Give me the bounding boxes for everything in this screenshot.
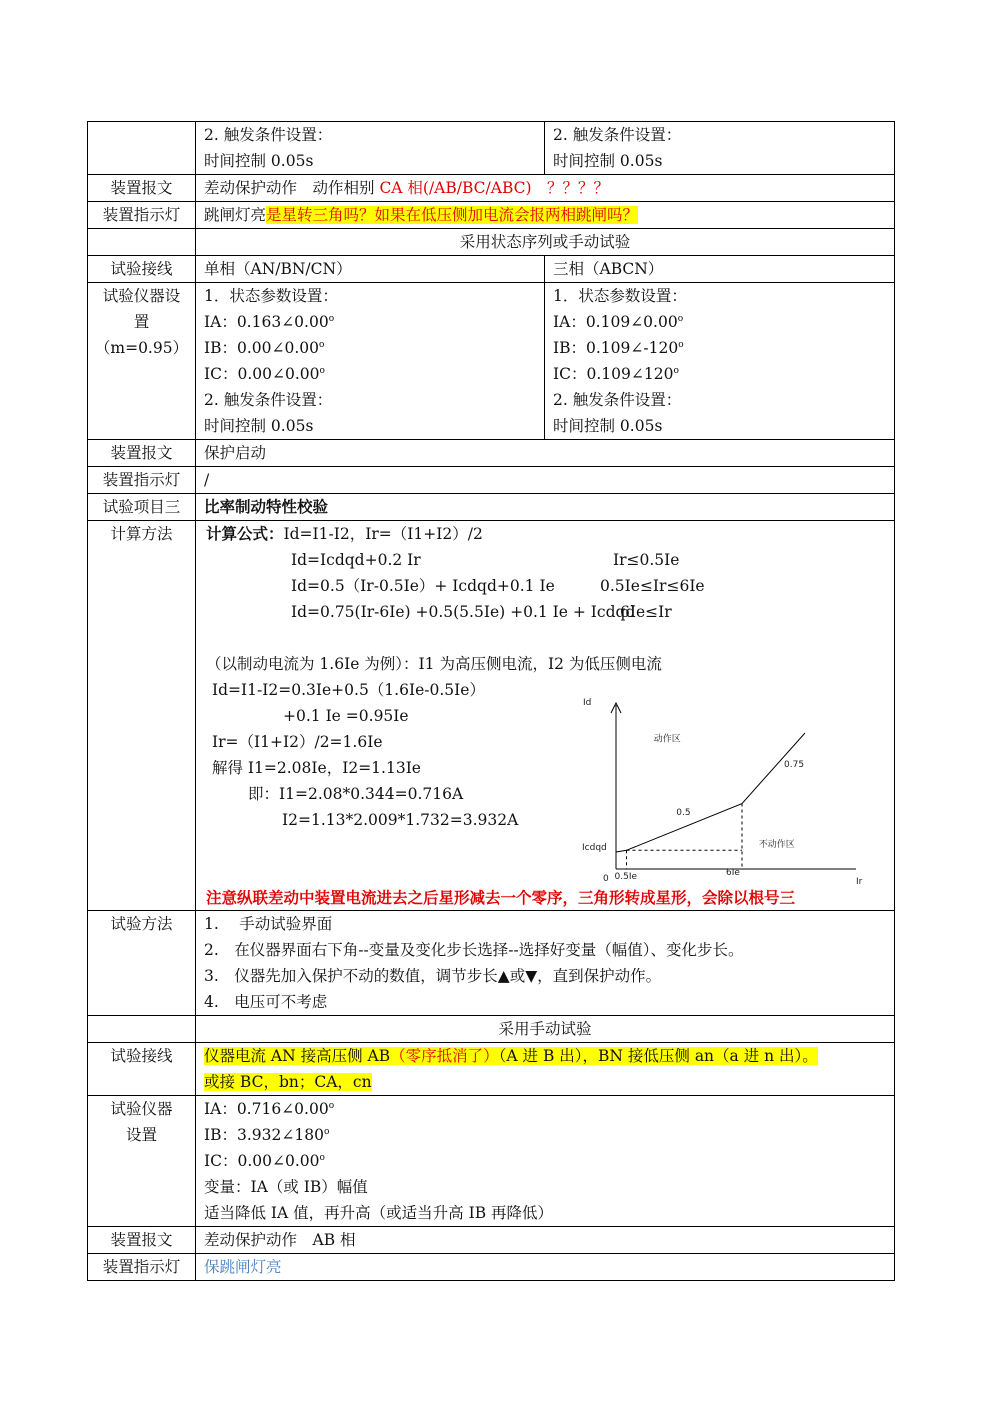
note-warning: 注意纵联差动中装置电流进去之后星形减去一个零序，三角形转成星形，会除以根号三 (206, 888, 796, 907)
method-step: 3. 仪器先加入保护不动的数值，调节步长▲或▼，直到保护动作。 (204, 967, 662, 985)
three-phase-trigger (545, 122, 895, 175)
single-phase-settings (196, 283, 545, 440)
ia-setting (204, 309, 536, 335)
method-step: 2. 在仪器界面右下角--变量及变化步长选择--选择好变量（幅值）、变化步长。 (204, 941, 744, 959)
characteristic-curve (616, 733, 805, 852)
indicator-value (196, 202, 895, 229)
degree: o (678, 339, 684, 350)
half-ie-tick: 0.5Ie (614, 872, 638, 882)
three-phase-wiring: 三相（ABCN） (545, 256, 895, 283)
row-section-header-2 (88, 1016, 895, 1043)
trigger-heading: 2. 触发条件设置： (204, 391, 333, 409)
icdqd-tick: Icdqd (582, 843, 607, 853)
degree: o (677, 313, 684, 324)
indicator-text: 跳闸灯亮 (204, 206, 267, 224)
time-control: 时间控制 0.05s (204, 417, 314, 435)
trigger-heading: 2. 触发条件设置： (553, 391, 682, 409)
label-instrument-settings (88, 1096, 196, 1227)
formula-3: Id=0.75(Ir-6Ie) +0.5(5.5Ie) +0.1 Ie + Icdqd (291, 603, 636, 621)
row-trigger-settings (88, 122, 895, 175)
degree: o (319, 339, 325, 350)
label-test-item: 试验项目三 (88, 494, 196, 521)
degree: o (323, 1126, 330, 1137)
example-line-6: I2=1.13*2.009*1.732=3.932A (282, 811, 519, 829)
degree: o (673, 365, 679, 376)
time-control: 时间控制 0.05s (553, 152, 663, 170)
label-device-message: 装置报文 (88, 1227, 196, 1254)
example-line-3: Ir=（I1+I2）/2=1.6Ie (212, 733, 383, 751)
test-procedure-table (87, 121, 895, 1281)
row-wiring (88, 256, 895, 283)
label-device-message: 装置报文 (88, 440, 196, 467)
label-cell (88, 1016, 196, 1043)
device-message-value: 差动保护动作 AB 相 (196, 1227, 895, 1254)
state-heading: 1．状态参数设置： (553, 287, 687, 305)
wiring-text: 仪器电流 AN 接高压侧 AB (204, 1047, 391, 1065)
ib-value: IB：3.932∠180 (204, 1126, 324, 1144)
row-calculation (88, 521, 895, 911)
ia-value: IA：0.716∠0.00 (204, 1100, 329, 1118)
indicator-value: / (196, 467, 895, 494)
wiring-instructions (196, 1043, 895, 1096)
condition-2: 0.5Ie≤Ir≤6Ie (600, 577, 705, 595)
formula-main: Id=I1-I2，Ir=（I1+I2）/2 (283, 525, 483, 543)
label-line: 置 (133, 313, 150, 331)
label-line: （m=0.95） (94, 339, 189, 357)
ic-value: IC：0.109∠120 (553, 365, 674, 383)
label-device-message: 装置报文 (88, 175, 196, 202)
ia-value: IA：0.109∠0.00 (553, 313, 678, 331)
slope-label-0-75: 0.75 (784, 760, 805, 770)
method-step: 1. 手动试验界面 (204, 915, 333, 933)
test-method-list (196, 911, 895, 1016)
ia-setting (204, 1096, 886, 1122)
ic-setting (553, 361, 886, 387)
label-line: 设置 (125, 1126, 157, 1144)
y-axis-label: Id (583, 698, 592, 708)
single-phase-wiring: 单相（AN/BN/CN） (196, 256, 545, 283)
formula-1: Id=Icdqd+0.2 Ir (291, 551, 421, 569)
highlight-question: 是星转三角吗？如果在低压侧加电流会报两相跳闸吗？ (266, 206, 639, 224)
state-heading: 1．状态参数设置： (204, 287, 338, 305)
label-line: 试验仪器 (110, 1100, 173, 1118)
section-title: 采用状态序列或手动试验 (196, 229, 895, 256)
formula-head: 计算公式： (206, 524, 284, 543)
example-line-2: +0.1 Ie =0.95Ie (283, 707, 409, 725)
label-instrument-settings (88, 283, 196, 440)
device-message-value (196, 175, 895, 202)
ic-setting (204, 361, 536, 387)
row-device-message (88, 175, 895, 202)
ia-setting (553, 309, 886, 335)
formula-line (206, 521, 483, 547)
condition-1: Ir≤0.5Ie (613, 551, 680, 569)
ia-value: IA：0.163∠0.00 (204, 313, 329, 331)
test-item-title: 比率制动特性校验 (196, 494, 895, 521)
manual-settings (196, 1096, 895, 1227)
wiring-alt: 或接 BC，bn；CA，cn (204, 1073, 372, 1091)
label-wiring: 试验接线 (88, 1043, 196, 1096)
row-wiring-2 (88, 1043, 895, 1096)
row-indicator (88, 202, 895, 229)
label-indicator: 装置指示灯 (88, 202, 196, 229)
section-title: 采用手动试验 (196, 1016, 895, 1043)
label-cell (88, 122, 196, 175)
variable-setting: 变量：IA（或 IB）幅值 (204, 1178, 368, 1196)
label-test-method: 试验方法 (88, 911, 196, 1016)
degree: o (319, 365, 325, 376)
label-wiring: 试验接线 (88, 256, 196, 283)
label-line: 试验仪器设 (102, 287, 181, 305)
calculation-cell (196, 521, 895, 911)
row-instrument-settings (88, 283, 895, 440)
ib-setting (553, 335, 886, 361)
row-instrument-settings-2 (88, 1096, 895, 1227)
ic-value: IC：0.00∠0.00 (204, 1152, 320, 1170)
example-intro: （以制动电流为 1.6Ie 为例）：I1 为高压侧电流，I2 为低压侧电流 (206, 655, 662, 673)
time-control: 时间控制 0.05s (204, 152, 314, 170)
label-indicator: 装置指示灯 (88, 1254, 196, 1281)
adjust-instruction: 适当降低 IA 值，再升高（或适当升高 IB 再降低） (204, 1204, 554, 1222)
degree: o (328, 313, 335, 324)
phase-question: CA 相(/AB/BC/ABC) ？？？？ (379, 179, 610, 197)
single-phase-trigger (196, 122, 545, 175)
operate-region-label: 动作区 (653, 734, 681, 745)
example-line-5: 即：I1=2.08*0.344=0.716A (248, 785, 464, 803)
ib-setting (204, 335, 536, 361)
three-phase-settings (545, 283, 895, 440)
ib-setting (204, 1122, 886, 1148)
method-step: 4. 电压可不考虑 (204, 993, 328, 1011)
origin-tick: 0 (603, 874, 609, 884)
row-device-message-3 (88, 1227, 895, 1254)
row-indicator-3 (88, 1254, 895, 1281)
row-indicator-2 (88, 467, 895, 494)
row-device-message-2 (88, 440, 895, 467)
label-cell (88, 229, 196, 256)
restraint-characteristic-chart (581, 689, 881, 887)
row-test-method (88, 911, 895, 1016)
restrain-region-label: 不动作区 (758, 839, 795, 850)
ic-setting (204, 1148, 886, 1174)
device-message-value: 保护启动 (196, 440, 895, 467)
formula-2: Id=0.5（Ir-0.5Ie）+ Icdqd+0.1 Ie (291, 577, 555, 595)
zero-seq-note: （零序抵消了） (390, 1047, 499, 1065)
trigger-heading: 2. 触发条件设置： (553, 126, 682, 144)
degree: o (328, 1100, 335, 1111)
ic-value: IC：0.00∠0.00 (204, 365, 320, 383)
row-test-item (88, 494, 895, 521)
indicator-value: 保跳闸灯亮 (196, 1254, 895, 1281)
wiring-line-1 (204, 1043, 886, 1069)
wiring-line-2 (204, 1069, 886, 1095)
label-calculation: 计算方法 (88, 521, 196, 911)
wiring-text: （A 进 B 出），BN 接低压侧 an（a 进 n 出）。 (498, 1047, 818, 1065)
trigger-heading: 2. 触发条件设置： (204, 126, 333, 144)
time-control: 时间控制 0.05s (553, 417, 663, 435)
ib-value: IB：0.109∠-120 (553, 339, 679, 357)
message-text: 差动保护动作 动作相别 (204, 179, 380, 197)
condition-3: 6Ie≤Ir (620, 603, 672, 621)
label-indicator: 装置指示灯 (88, 467, 196, 494)
degree: o (319, 1152, 325, 1163)
example-line-4: 解得 I1=2.08Ie，I2=1.13Ie (212, 759, 421, 777)
example-line-1: Id=I1-I2=0.3Ie+0.5（1.6Ie-0.5Ie） (212, 681, 485, 699)
ib-value: IB：0.00∠0.00 (204, 339, 320, 357)
x-axis-label: Ir (856, 877, 863, 887)
slope-label-0-5: 0.5 (676, 807, 691, 818)
six-ie-tick: 6Ie (726, 868, 740, 878)
row-section-header (88, 229, 895, 256)
